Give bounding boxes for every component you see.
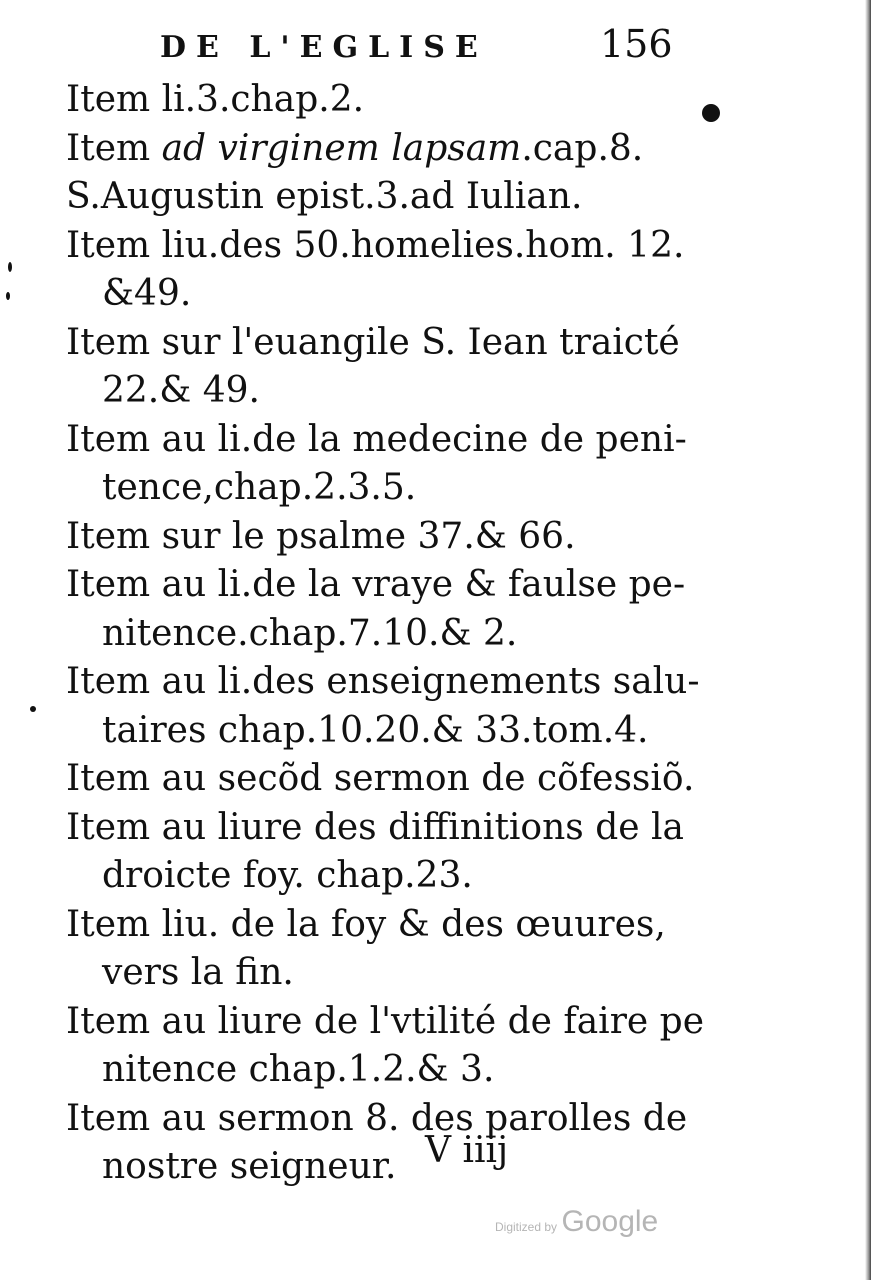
- page-number: 156: [600, 22, 673, 66]
- text-line: Item au liure de l'vtilité de faire pe: [66, 1000, 704, 1042]
- text-line: droicte foy. chap.23.: [102, 855, 473, 896]
- text-line: nitence.chap.7.10.& 2.: [102, 612, 518, 654]
- text-line: Item sur le psalme 37.& 66.: [66, 515, 576, 557]
- ink-spot: [6, 292, 10, 300]
- text-line: 22.& 49.: [102, 370, 260, 411]
- body-text: [66, 76, 706, 1192]
- text-line: Item au secõd sermon de cõfessiõ.: [66, 758, 695, 799]
- text-line: Item au li.des enseignements salu-: [66, 661, 700, 702]
- text-line: taires chap.10.20.& 33.tom.4.: [102, 709, 649, 751]
- latin-title: ad virginem lapsam: [161, 127, 522, 169]
- text-line: Item au li.de la vraye & faulse pe-: [66, 564, 686, 605]
- text-line: Item liu.des 50.homelies.hom. 12.: [66, 224, 685, 266]
- text-line: &49.: [102, 273, 192, 314]
- ink-spot: [8, 262, 12, 272]
- page-edge-shadow: [865, 0, 871, 1280]
- ink-spot: [702, 104, 720, 122]
- text-line: [66, 125, 706, 174]
- watermark-brand: Google: [561, 1205, 659, 1238]
- text-line: tence,chap.2.3.5.: [102, 467, 417, 508]
- text-line: vers la fin.: [102, 952, 294, 993]
- text-line: S.Augustin epist.3.ad Iulian.: [66, 176, 583, 217]
- line-end: .cap.8.: [521, 127, 644, 169]
- digitized-watermark: [495, 1205, 658, 1239]
- running-head: DE L'EGLISE: [160, 30, 488, 65]
- watermark-prefix: Digitized by: [495, 1220, 558, 1234]
- text-line: Item au sermon 8. des parolles de: [66, 1097, 688, 1139]
- text-line: nostre seigneur.: [102, 1146, 397, 1187]
- ink-spot: [30, 706, 36, 712]
- text-line: Item li.3.chap.2.: [66, 79, 365, 120]
- signature-mark: V iiij: [425, 1130, 509, 1171]
- line-start: Item: [66, 127, 162, 169]
- text-line: Item au liure des diffinitions de la: [66, 806, 684, 848]
- text-line: Item sur l'euangile S. Iean traicté: [66, 321, 680, 363]
- text-line: nitence chap.1.2.& 3.: [102, 1049, 495, 1090]
- text-line: Item liu. de la foy & des œuures,: [66, 903, 666, 945]
- text-line: Item au li.de la medecine de peni-: [66, 418, 687, 460]
